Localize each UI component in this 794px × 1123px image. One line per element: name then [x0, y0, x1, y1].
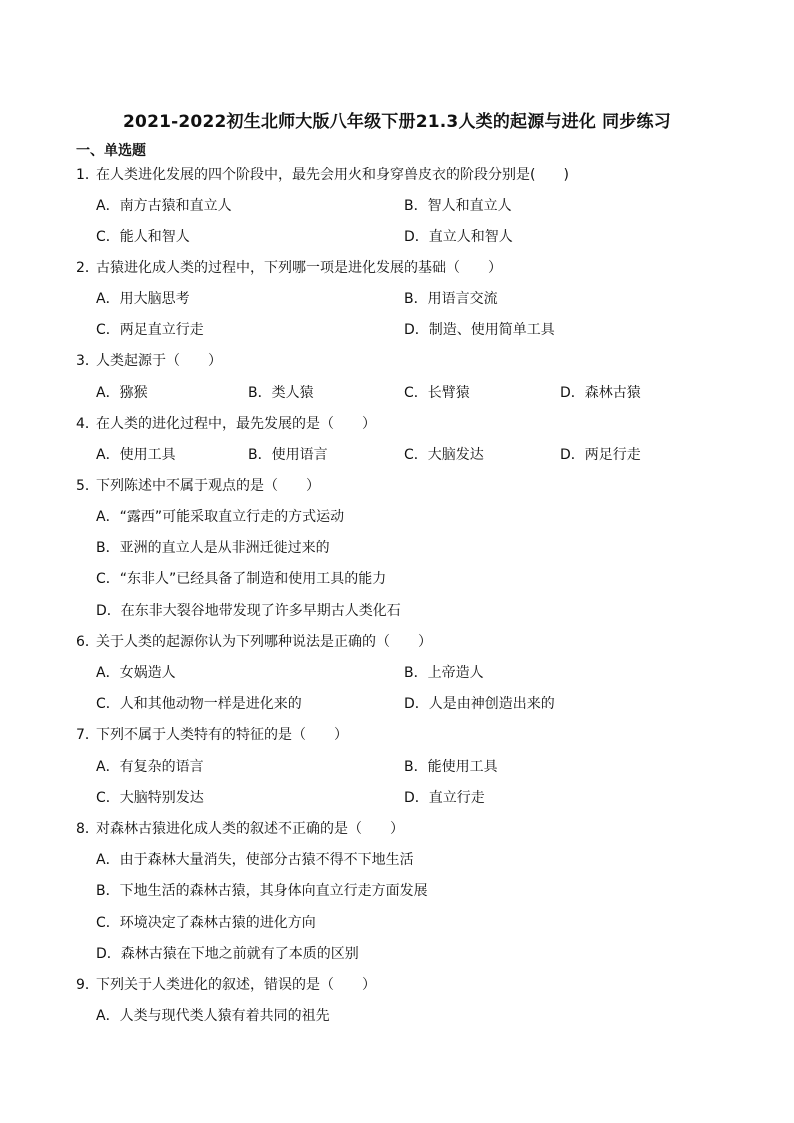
question-1	[76, 166, 569, 184]
option-b[interactable]: B．能使用工具	[404, 759, 498, 775]
option-c[interactable]: C．长臂猿	[404, 385, 470, 401]
question-2	[76, 259, 502, 277]
option-c[interactable]: C．大脑发达	[404, 447, 484, 463]
option-d[interactable]: D．直立行走	[404, 790, 485, 806]
question-9	[76, 976, 376, 994]
option-b[interactable]: B．用语言交流	[404, 291, 498, 307]
option-b[interactable]: B．下地生活的森林古猿，其身体向直立行走方面发展	[96, 883, 428, 899]
question-number: 4．	[76, 416, 99, 432]
question-number: 2．	[76, 260, 99, 276]
option-a[interactable]: A．女娲造人	[96, 665, 176, 681]
question-number: 1．	[76, 167, 99, 183]
question-7	[76, 726, 348, 744]
option-d[interactable]: D．在东非大裂谷地带发现了许多早期古人类化石	[96, 603, 401, 619]
question-text: 下列陈述中不属于观点的是（ ）	[96, 478, 320, 494]
option-d[interactable]: D．两足行走	[560, 447, 641, 463]
question-text: 古猿进化成人类的过程中，下列哪一项是进化发展的基础（ ）	[96, 260, 502, 276]
option-c[interactable]: C．环境决定了森林古猿的进化方向	[96, 915, 316, 931]
question-text: 下列关于人类进化的叙述，错误的是（ ）	[96, 977, 376, 993]
option-a[interactable]: A．人类与现代类人猿有着共同的祖先	[96, 1008, 330, 1024]
option-d[interactable]: D．直立人和智人	[404, 229, 513, 245]
option-a[interactable]: A．用大脑思考	[96, 291, 190, 307]
section-heading: 一、单选题	[76, 143, 146, 159]
question-text: 关于人类的起源你认为下列哪种说法是正确的（ ）	[96, 634, 432, 650]
question-number: 3．	[76, 353, 99, 369]
question-text: 在人类进化发展的四个阶段中，最先会用火和身穿兽皮衣的阶段分别是( )	[96, 167, 569, 183]
option-a[interactable]: A．由于森林大量消失，使部分古猿不得不下地生活	[96, 852, 414, 868]
question-text: 对森林古猿进化成人类的叙述不正确的是（ ）	[96, 821, 404, 837]
option-b[interactable]: B．使用语言	[248, 447, 328, 463]
question-number: 7．	[76, 727, 99, 743]
option-a[interactable]: A．猕猴	[96, 385, 148, 401]
question-4	[76, 415, 376, 433]
question-text: 在人类的进化过程中，最先发展的是（ ）	[96, 416, 376, 432]
question-3	[76, 352, 222, 370]
question-5	[76, 477, 320, 495]
option-b[interactable]: B．上帝造人	[404, 665, 484, 681]
question-number: 9．	[76, 977, 99, 993]
question-text: 下列不属于人类特有的特征的是（ ）	[96, 727, 348, 743]
option-b[interactable]: B．亚洲的直立人是从非洲迁徙过来的	[96, 540, 330, 556]
option-d[interactable]: D．森林古猿	[560, 385, 641, 401]
option-d[interactable]: D．人是由神创造出来的	[404, 696, 555, 712]
option-a[interactable]: A．“露西”可能采取直立行走的方式运动	[96, 509, 345, 525]
question-6	[76, 633, 432, 651]
question-number: 8．	[76, 821, 99, 837]
option-a[interactable]: A．有复杂的语言	[96, 759, 204, 775]
question-number: 6．	[76, 634, 99, 650]
question-number: 5．	[76, 478, 99, 494]
option-c[interactable]: C．大脑特别发达	[96, 790, 204, 806]
question-text: 人类起源于（ ）	[96, 353, 222, 369]
option-c[interactable]: C．人和其他动物一样是进化来的	[96, 696, 302, 712]
option-b[interactable]: B．类人猿	[248, 385, 314, 401]
option-c[interactable]: C．“东非人”已经具备了制造和使用工具的能力	[96, 571, 387, 587]
question-8	[76, 820, 404, 838]
page-title: 2021-2022初生北师大版八年级下册21.3人类的起源与进化 同步练习	[123, 112, 671, 132]
option-d[interactable]: D．制造、使用简单工具	[404, 322, 555, 338]
option-c[interactable]: C．两足直立行走	[96, 322, 204, 338]
option-b[interactable]: B．智人和直立人	[404, 198, 512, 214]
option-a[interactable]: A．使用工具	[96, 447, 176, 463]
option-a[interactable]: A．南方古猿和直立人	[96, 198, 232, 214]
option-d[interactable]: D．森林古猿在下地之前就有了本质的区别	[96, 946, 359, 962]
option-c[interactable]: C．能人和智人	[96, 229, 190, 245]
